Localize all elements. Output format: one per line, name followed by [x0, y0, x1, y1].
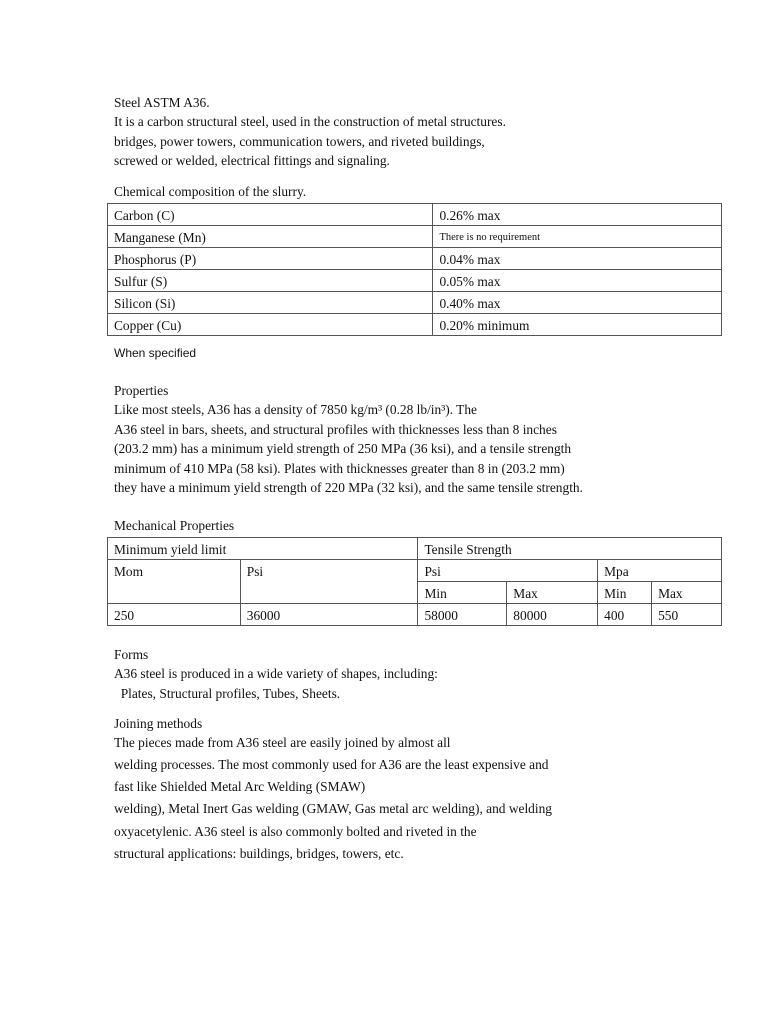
properties-line: A36 steel in bars, sheets, and structural profiles with thicknesses less than 8 inches: [114, 421, 557, 437]
max-header: Max: [507, 582, 598, 604]
element-cell: Manganese (Mn): [108, 226, 433, 248]
value-cell: 58000: [418, 604, 507, 626]
table-row: [108, 538, 722, 560]
joining-line: fast like Shielded Metal Arc Welding (SMAW): [114, 778, 366, 794]
chemical-note: When specified: [114, 346, 197, 360]
value-cell: 0.04% max: [433, 248, 722, 270]
element-cell: Carbon (C): [108, 204, 433, 226]
table-row: [108, 270, 722, 292]
table-row: [108, 226, 722, 248]
mom-header: Mom: [108, 560, 241, 604]
properties-line: Like most steels, A36 has a density of 7850 kg/m³ (0.28 lb/in³). The: [114, 402, 477, 418]
joining-section: [114, 714, 552, 866]
forms-heading: Forms: [114, 647, 149, 662]
value-cell: 400: [598, 604, 652, 626]
intro-line: It is a carbon structural steel, used in the construction of metal structures.: [114, 114, 506, 130]
chemical-table: [107, 203, 722, 336]
value-cell: 550: [652, 604, 722, 626]
max-header: Max: [652, 582, 722, 604]
element-cell: Sulfur (S): [108, 270, 433, 292]
chemical-note-wrap: [114, 344, 196, 363]
psi-tensile-header: Psi: [418, 560, 598, 582]
value-cell: 0.26% max: [433, 204, 722, 226]
table-row: [108, 314, 722, 336]
min-header: Min: [418, 582, 507, 604]
value-cell: 80000: [507, 604, 598, 626]
value-cell: 0.40% max: [433, 292, 722, 314]
chemical-heading-wrap: [114, 182, 306, 201]
mechanical-heading-wrap: [114, 516, 234, 535]
table-row: [108, 604, 722, 626]
intro-line: bridges, power towers, communication towers, and riveted buildings,: [114, 133, 485, 149]
forms-section: [114, 645, 438, 703]
value-cell: There is no requirement: [433, 226, 722, 248]
tensile-header: Tensile Strength: [418, 538, 722, 560]
value-cell: 36000: [240, 604, 418, 626]
joining-line: structural applications: buildings, bridges, towers, etc.: [114, 845, 404, 861]
forms-line: Plates, Structural profiles, Tubes, Sheets.: [114, 685, 341, 701]
joining-line: welding), Metal Inert Gas welding (GMAW, Gas metal arc welding), and welding: [114, 801, 552, 817]
mpa-header: Mpa: [598, 560, 722, 582]
table-row: [108, 248, 722, 270]
joining-line: welding processes. The most commonly used for A36 are the least expensive and: [114, 756, 549, 772]
properties-line: they have a minimum yield strength of 220 MPa (32 ksi), and the same tensile strength.: [114, 480, 583, 496]
joining-heading: Joining methods: [114, 716, 203, 731]
chemical-heading: Chemical composition of the slurry.: [114, 184, 307, 199]
table-row: [108, 560, 722, 582]
properties-section: [114, 381, 583, 497]
value-cell: 0.20% minimum: [433, 314, 722, 336]
doc-title: Steel ASTM A36.: [114, 95, 210, 110]
element-cell: Silicon (Si): [108, 292, 433, 314]
element-cell: Phosphorus (P): [108, 248, 433, 270]
joining-line: oxyacetylenic. A36 steel is also commonly bolted and riveted in the: [114, 824, 477, 840]
yield-header: Minimum yield limit: [108, 538, 418, 560]
properties-line: minimum of 410 MPa (58 ksi). Plates with thicknesses greater than 8 in (203.2 mm): [114, 460, 565, 476]
min-header: Min: [598, 582, 652, 604]
mechanical-table: [107, 537, 722, 626]
element-cell: Copper (Cu): [108, 314, 433, 336]
value-cell: 250: [108, 604, 241, 626]
forms-line: A36 steel is produced in a wide variety of shapes, including:: [114, 666, 438, 682]
properties-heading: Properties: [114, 383, 169, 398]
value-cell: 0.05% max: [433, 270, 722, 292]
psi-header: Psi: [240, 560, 418, 604]
table-row: [108, 292, 722, 314]
table-row: [108, 204, 722, 226]
intro-line: screwed or welded, electrical fittings and signaling.: [114, 153, 390, 169]
mechanical-heading: Mechanical Properties: [114, 518, 235, 533]
properties-line: (203.2 mm) has a minimum yield strength of 250 MPa (36 ksi), and a tensile strength: [114, 441, 572, 457]
joining-line: The pieces made from A36 steel are easily joined by almost all: [114, 735, 451, 751]
intro-section: [114, 93, 506, 171]
